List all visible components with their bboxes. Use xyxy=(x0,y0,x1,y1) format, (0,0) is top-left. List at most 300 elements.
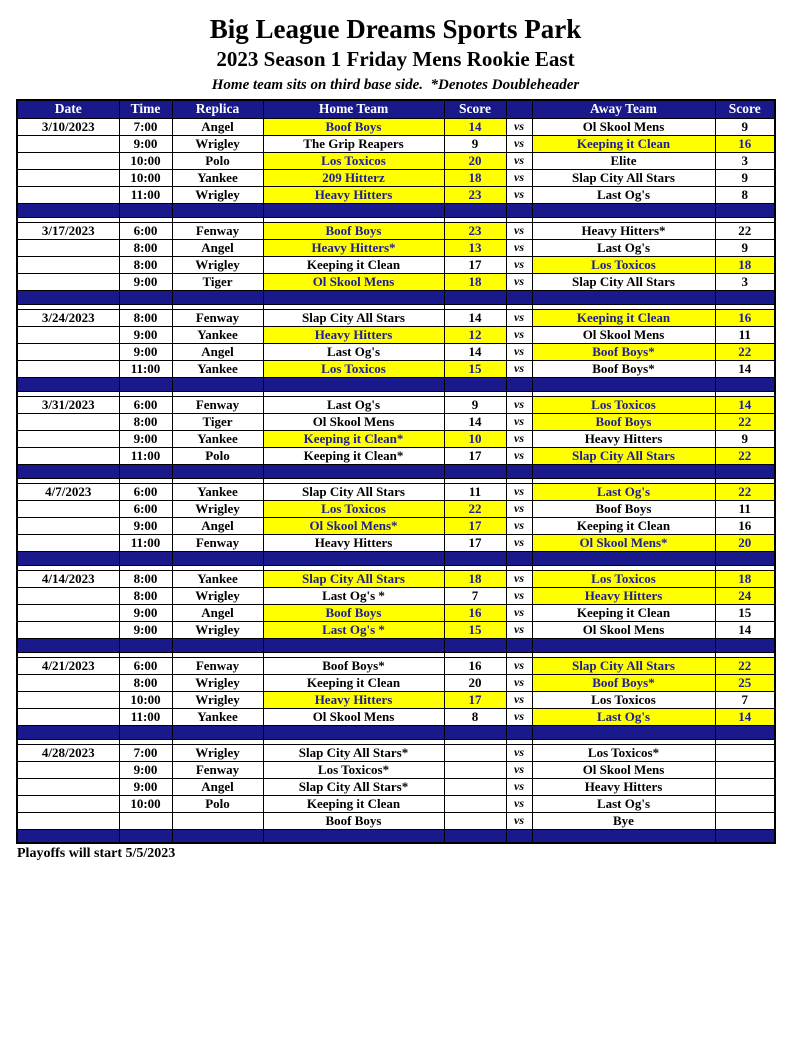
home-score-cell: 17 xyxy=(444,447,506,464)
away-score-cell: 18 xyxy=(715,570,775,587)
separator-cell xyxy=(444,829,506,843)
game-row xyxy=(17,186,775,203)
home-score-cell: 8 xyxy=(444,708,506,725)
away-score-cell: 9 xyxy=(715,239,775,256)
away-team-cell: Ol Skool Mens xyxy=(532,118,715,135)
time-cell: 8:00 xyxy=(119,239,172,256)
away-score-cell: 7 xyxy=(715,691,775,708)
home-team-cell: Slap City All Stars xyxy=(263,309,444,326)
away-score-cell: 16 xyxy=(715,135,775,152)
separator-row xyxy=(17,290,775,304)
replica-cell: Fenway xyxy=(172,534,263,551)
separator-cell xyxy=(506,203,532,217)
replica-cell: Angel xyxy=(172,517,263,534)
separator-cell xyxy=(172,377,263,391)
home-team-cell: Last Og's * xyxy=(263,621,444,638)
date-cell xyxy=(17,169,119,186)
home-team-cell: Keeping it Clean xyxy=(263,674,444,691)
home-team-cell: Slap City All Stars xyxy=(263,570,444,587)
date-cell xyxy=(17,360,119,377)
time-cell: 11:00 xyxy=(119,447,172,464)
replica-cell: Wrigley xyxy=(172,500,263,517)
away-score-cell: 22 xyxy=(715,413,775,430)
vs-cell: vs xyxy=(506,744,532,761)
game-row xyxy=(17,621,775,638)
home-team-cell: Slap City All Stars* xyxy=(263,778,444,795)
date-cell: 4/28/2023 xyxy=(17,744,119,761)
vs-cell: vs xyxy=(506,396,532,413)
home-score-cell: 20 xyxy=(444,674,506,691)
away-score-cell: 20 xyxy=(715,534,775,551)
away-team-cell: Ol Skool Mens xyxy=(532,621,715,638)
home-score-cell xyxy=(444,795,506,812)
home-score-cell: 22 xyxy=(444,500,506,517)
away-team-cell: Keeping it Clean xyxy=(532,309,715,326)
away-team-cell: Boof Boys* xyxy=(532,343,715,360)
separator-cell xyxy=(532,829,715,843)
game-row xyxy=(17,222,775,239)
separator-cell xyxy=(263,203,444,217)
date-cell xyxy=(17,413,119,430)
away-score-cell: 22 xyxy=(715,447,775,464)
separator-cell xyxy=(506,551,532,565)
vs-cell: vs xyxy=(506,222,532,239)
away-score-cell: 11 xyxy=(715,500,775,517)
game-row xyxy=(17,239,775,256)
away-team-cell: Last Og's xyxy=(532,708,715,725)
date-cell xyxy=(17,500,119,517)
date-cell xyxy=(17,587,119,604)
away-team-cell: Keeping it Clean xyxy=(532,517,715,534)
date-cell xyxy=(17,447,119,464)
home-team-cell: Keeping it Clean xyxy=(263,256,444,273)
time-cell: 9:00 xyxy=(119,778,172,795)
time-cell: 11:00 xyxy=(119,534,172,551)
replica-cell: Angel xyxy=(172,239,263,256)
time-cell: 7:00 xyxy=(119,118,172,135)
away-score-cell: 16 xyxy=(715,309,775,326)
separator-cell xyxy=(715,725,775,739)
separator-cell xyxy=(532,377,715,391)
separator-cell xyxy=(444,290,506,304)
col-header-away-score: Score xyxy=(715,100,775,118)
game-row xyxy=(17,447,775,464)
replica-cell: Polo xyxy=(172,152,263,169)
separator-cell xyxy=(119,829,172,843)
replica-cell: Fenway xyxy=(172,222,263,239)
separator-cell xyxy=(506,638,532,652)
time-cell: 8:00 xyxy=(119,570,172,587)
home-score-cell: 18 xyxy=(444,169,506,186)
vs-cell: vs xyxy=(506,413,532,430)
date-cell xyxy=(17,135,119,152)
separator-cell xyxy=(506,290,532,304)
away-team-cell: Slap City All Stars xyxy=(532,447,715,464)
date-cell xyxy=(17,674,119,691)
away-score-cell: 11 xyxy=(715,326,775,343)
time-cell: 9:00 xyxy=(119,517,172,534)
home-score-cell: 20 xyxy=(444,152,506,169)
separator-cell xyxy=(119,638,172,652)
separator-cell xyxy=(17,377,119,391)
separator-cell xyxy=(715,638,775,652)
away-team-cell: Keeping it Clean xyxy=(532,604,715,621)
separator-cell xyxy=(263,725,444,739)
vs-cell: vs xyxy=(506,500,532,517)
vs-cell: vs xyxy=(506,517,532,534)
away-score-cell xyxy=(715,795,775,812)
game-row xyxy=(17,430,775,447)
header-row xyxy=(17,100,775,118)
game-row xyxy=(17,396,775,413)
away-team-cell: Boof Boys* xyxy=(532,360,715,377)
game-row xyxy=(17,534,775,551)
replica-cell: Wrigley xyxy=(172,691,263,708)
home-score-cell: 9 xyxy=(444,135,506,152)
separator-cell xyxy=(172,290,263,304)
home-team-cell: Last Og's * xyxy=(263,587,444,604)
home-score-cell: 7 xyxy=(444,587,506,604)
home-team-cell: Boof Boys xyxy=(263,604,444,621)
away-score-cell: 14 xyxy=(715,621,775,638)
date-cell xyxy=(17,795,119,812)
date-cell xyxy=(17,430,119,447)
vs-cell: vs xyxy=(506,674,532,691)
home-team-cell: Heavy Hitters xyxy=(263,534,444,551)
separator-cell xyxy=(444,464,506,478)
time-cell xyxy=(119,812,172,829)
separator-cell xyxy=(444,203,506,217)
separator-cell xyxy=(172,464,263,478)
away-score-cell xyxy=(715,761,775,778)
away-team-cell: Boof Boys xyxy=(532,413,715,430)
home-team-cell: Ol Skool Mens xyxy=(263,273,444,290)
separator-cell xyxy=(715,377,775,391)
away-team-cell: Slap City All Stars xyxy=(532,273,715,290)
date-cell xyxy=(17,186,119,203)
home-team-cell: Heavy Hitters xyxy=(263,186,444,203)
home-score-cell: 23 xyxy=(444,186,506,203)
vs-cell: vs xyxy=(506,795,532,812)
vs-cell: vs xyxy=(506,483,532,500)
home-score-cell: 17 xyxy=(444,517,506,534)
home-score-cell: 14 xyxy=(444,118,506,135)
home-team-cell: Keeping it Clean* xyxy=(263,430,444,447)
separator-cell xyxy=(17,638,119,652)
date-cell: 3/24/2023 xyxy=(17,309,119,326)
time-cell: 11:00 xyxy=(119,360,172,377)
away-score-cell xyxy=(715,744,775,761)
vs-cell: vs xyxy=(506,135,532,152)
replica-cell: Wrigley xyxy=(172,587,263,604)
away-score-cell: 9 xyxy=(715,430,775,447)
vs-cell: vs xyxy=(506,430,532,447)
home-score-cell: 14 xyxy=(444,343,506,360)
home-team-cell: The Grip Reapers xyxy=(263,135,444,152)
date-cell xyxy=(17,604,119,621)
replica-cell: Angel xyxy=(172,778,263,795)
away-team-cell: Heavy Hitters xyxy=(532,587,715,604)
home-team-cell: Heavy Hitters xyxy=(263,691,444,708)
separator-cell xyxy=(532,725,715,739)
separator-cell xyxy=(17,725,119,739)
home-team-cell: Los Toxicos xyxy=(263,360,444,377)
home-score-cell xyxy=(444,744,506,761)
time-cell: 9:00 xyxy=(119,761,172,778)
replica-cell xyxy=(172,812,263,829)
home-score-cell: 17 xyxy=(444,256,506,273)
game-row xyxy=(17,674,775,691)
home-team-cell: Slap City All Stars* xyxy=(263,744,444,761)
home-score-cell: 23 xyxy=(444,222,506,239)
separator-cell xyxy=(444,377,506,391)
away-score-cell: 22 xyxy=(715,483,775,500)
away-score-cell: 25 xyxy=(715,674,775,691)
time-cell: 6:00 xyxy=(119,657,172,674)
date-cell xyxy=(17,273,119,290)
game-row xyxy=(17,309,775,326)
time-cell: 6:00 xyxy=(119,500,172,517)
away-score-cell: 18 xyxy=(715,256,775,273)
away-team-cell: Last Og's xyxy=(532,795,715,812)
vs-cell: vs xyxy=(506,186,532,203)
time-cell: 8:00 xyxy=(119,256,172,273)
vs-cell: vs xyxy=(506,778,532,795)
separator-row xyxy=(17,638,775,652)
replica-cell: Wrigley xyxy=(172,256,263,273)
away-team-cell: Ol Skool Mens* xyxy=(532,534,715,551)
replica-cell: Tiger xyxy=(172,273,263,290)
date-cell xyxy=(17,778,119,795)
away-team-cell: Los Toxicos* xyxy=(532,744,715,761)
replica-cell: Wrigley xyxy=(172,674,263,691)
vs-cell: vs xyxy=(506,309,532,326)
date-cell xyxy=(17,517,119,534)
replica-cell: Yankee xyxy=(172,360,263,377)
col-header-date: Date xyxy=(17,100,119,118)
date-cell xyxy=(17,691,119,708)
date-cell xyxy=(17,534,119,551)
separator-cell xyxy=(119,725,172,739)
replica-cell: Wrigley xyxy=(172,135,263,152)
date-cell xyxy=(17,812,119,829)
replica-cell: Yankee xyxy=(172,483,263,500)
away-score-cell: 9 xyxy=(715,118,775,135)
away-score-cell: 22 xyxy=(715,657,775,674)
away-score-cell: 16 xyxy=(715,517,775,534)
date-cell: 3/17/2023 xyxy=(17,222,119,239)
home-team-cell: Slap City All Stars xyxy=(263,483,444,500)
game-row xyxy=(17,517,775,534)
time-cell: 10:00 xyxy=(119,691,172,708)
replica-cell: Wrigley xyxy=(172,186,263,203)
away-score-cell: 3 xyxy=(715,152,775,169)
home-team-cell: Los Toxicos xyxy=(263,500,444,517)
game-row xyxy=(17,483,775,500)
away-team-cell: Last Og's xyxy=(532,239,715,256)
away-score-cell: 9 xyxy=(715,169,775,186)
away-team-cell: Keeping it Clean xyxy=(532,135,715,152)
separator-cell xyxy=(263,464,444,478)
date-cell xyxy=(17,239,119,256)
replica-cell: Yankee xyxy=(172,570,263,587)
replica-cell: Angel xyxy=(172,604,263,621)
away-team-cell: Elite xyxy=(532,152,715,169)
page-title: Big League Dreams Sports Park xyxy=(209,14,582,44)
vs-cell: vs xyxy=(506,343,532,360)
away-team-cell: Los Toxicos xyxy=(532,570,715,587)
separator-row xyxy=(17,829,775,843)
vs-cell: vs xyxy=(506,239,532,256)
game-row xyxy=(17,256,775,273)
away-team-cell: Last Og's xyxy=(532,186,715,203)
replica-cell: Yankee xyxy=(172,708,263,725)
game-row xyxy=(17,744,775,761)
vs-cell: vs xyxy=(506,169,532,186)
replica-cell: Yankee xyxy=(172,326,263,343)
home-team-cell: Los Toxicos xyxy=(263,152,444,169)
date-cell: 4/21/2023 xyxy=(17,657,119,674)
vs-cell: vs xyxy=(506,326,532,343)
separator-cell xyxy=(532,203,715,217)
time-cell: 9:00 xyxy=(119,621,172,638)
replica-cell: Wrigley xyxy=(172,621,263,638)
date-cell xyxy=(17,152,119,169)
separator-cell xyxy=(263,829,444,843)
replica-cell: Tiger xyxy=(172,413,263,430)
game-row xyxy=(17,152,775,169)
home-score-cell xyxy=(444,778,506,795)
separator-cell xyxy=(119,290,172,304)
vs-cell: vs xyxy=(506,812,532,829)
separator-cell xyxy=(172,829,263,843)
separator-cell xyxy=(172,638,263,652)
away-score-cell: 22 xyxy=(715,222,775,239)
time-cell: 8:00 xyxy=(119,587,172,604)
away-team-cell: Slap City All Stars xyxy=(532,657,715,674)
date-cell xyxy=(17,708,119,725)
home-team-cell: Ol Skool Mens* xyxy=(263,517,444,534)
vs-cell: vs xyxy=(506,587,532,604)
date-cell xyxy=(17,326,119,343)
separator-cell xyxy=(263,551,444,565)
home-score-cell: 17 xyxy=(444,534,506,551)
game-row xyxy=(17,413,775,430)
replica-cell: Polo xyxy=(172,447,263,464)
separator-row xyxy=(17,551,775,565)
away-team-cell: Boof Boys xyxy=(532,500,715,517)
time-cell: 9:00 xyxy=(119,604,172,621)
vs-cell: vs xyxy=(506,152,532,169)
time-cell: 10:00 xyxy=(119,169,172,186)
home-score-cell: 18 xyxy=(444,273,506,290)
home-team-cell: Boof Boys xyxy=(263,222,444,239)
home-score-cell: 11 xyxy=(444,483,506,500)
separator-cell xyxy=(532,551,715,565)
home-score-cell: 16 xyxy=(444,657,506,674)
game-row xyxy=(17,570,775,587)
separator-cell xyxy=(172,551,263,565)
home-score-cell: 16 xyxy=(444,604,506,621)
vs-cell: vs xyxy=(506,447,532,464)
away-team-cell: Los Toxicos xyxy=(532,256,715,273)
time-cell: 8:00 xyxy=(119,674,172,691)
away-team-cell: Ol Skool Mens xyxy=(532,761,715,778)
separator-cell xyxy=(17,203,119,217)
date-cell: 4/14/2023 xyxy=(17,570,119,587)
away-score-cell: 15 xyxy=(715,604,775,621)
separator-cell xyxy=(263,290,444,304)
schedule-table xyxy=(16,99,776,844)
replica-cell: Polo xyxy=(172,795,263,812)
home-team-cell: Last Og's xyxy=(263,343,444,360)
replica-cell: Fenway xyxy=(172,657,263,674)
separator-cell xyxy=(506,377,532,391)
home-score-cell: 14 xyxy=(444,413,506,430)
separator-cell xyxy=(119,551,172,565)
separator-cell xyxy=(172,725,263,739)
away-score-cell: 22 xyxy=(715,343,775,360)
away-team-cell: Boof Boys* xyxy=(532,674,715,691)
game-row xyxy=(17,360,775,377)
home-score-cell: 10 xyxy=(444,430,506,447)
away-team-cell: Los Toxicos xyxy=(532,691,715,708)
time-cell: 9:00 xyxy=(119,135,172,152)
separator-cell xyxy=(506,464,532,478)
home-team-cell: Boof Boys xyxy=(263,812,444,829)
schedule-page xyxy=(0,14,791,862)
date-cell xyxy=(17,761,119,778)
date-cell: 3/31/2023 xyxy=(17,396,119,413)
home-score-cell: 13 xyxy=(444,239,506,256)
vs-cell: vs xyxy=(506,691,532,708)
time-cell: 7:00 xyxy=(119,744,172,761)
home-team-cell: 209 Hitterz xyxy=(263,169,444,186)
game-row xyxy=(17,118,775,135)
away-score-cell xyxy=(715,778,775,795)
separator-cell xyxy=(444,638,506,652)
separator-cell xyxy=(532,464,715,478)
home-team-cell: Los Toxicos* xyxy=(263,761,444,778)
game-row xyxy=(17,135,775,152)
col-header-vs-spacer xyxy=(506,100,532,118)
separator-cell xyxy=(444,725,506,739)
date-cell xyxy=(17,256,119,273)
home-team-cell: Ol Skool Mens xyxy=(263,708,444,725)
vs-cell: vs xyxy=(506,708,532,725)
home-team-cell: Keeping it Clean xyxy=(263,795,444,812)
date-cell: 4/7/2023 xyxy=(17,483,119,500)
time-cell: 11:00 xyxy=(119,708,172,725)
away-score-cell: 3 xyxy=(715,273,775,290)
home-score-cell xyxy=(444,812,506,829)
vs-cell: vs xyxy=(506,657,532,674)
time-cell: 8:00 xyxy=(119,413,172,430)
separator-cell xyxy=(17,290,119,304)
home-team-cell: Heavy Hitters* xyxy=(263,239,444,256)
home-score-cell xyxy=(444,761,506,778)
home-score-cell: 18 xyxy=(444,570,506,587)
vs-cell: vs xyxy=(506,761,532,778)
time-cell: 9:00 xyxy=(119,343,172,360)
away-team-cell: Last Og's xyxy=(532,483,715,500)
home-score-cell: 17 xyxy=(444,691,506,708)
home-score-cell: 15 xyxy=(444,621,506,638)
replica-cell: Wrigley xyxy=(172,744,263,761)
game-row xyxy=(17,761,775,778)
home-team-cell: Last Og's xyxy=(263,396,444,413)
vs-cell: vs xyxy=(506,621,532,638)
